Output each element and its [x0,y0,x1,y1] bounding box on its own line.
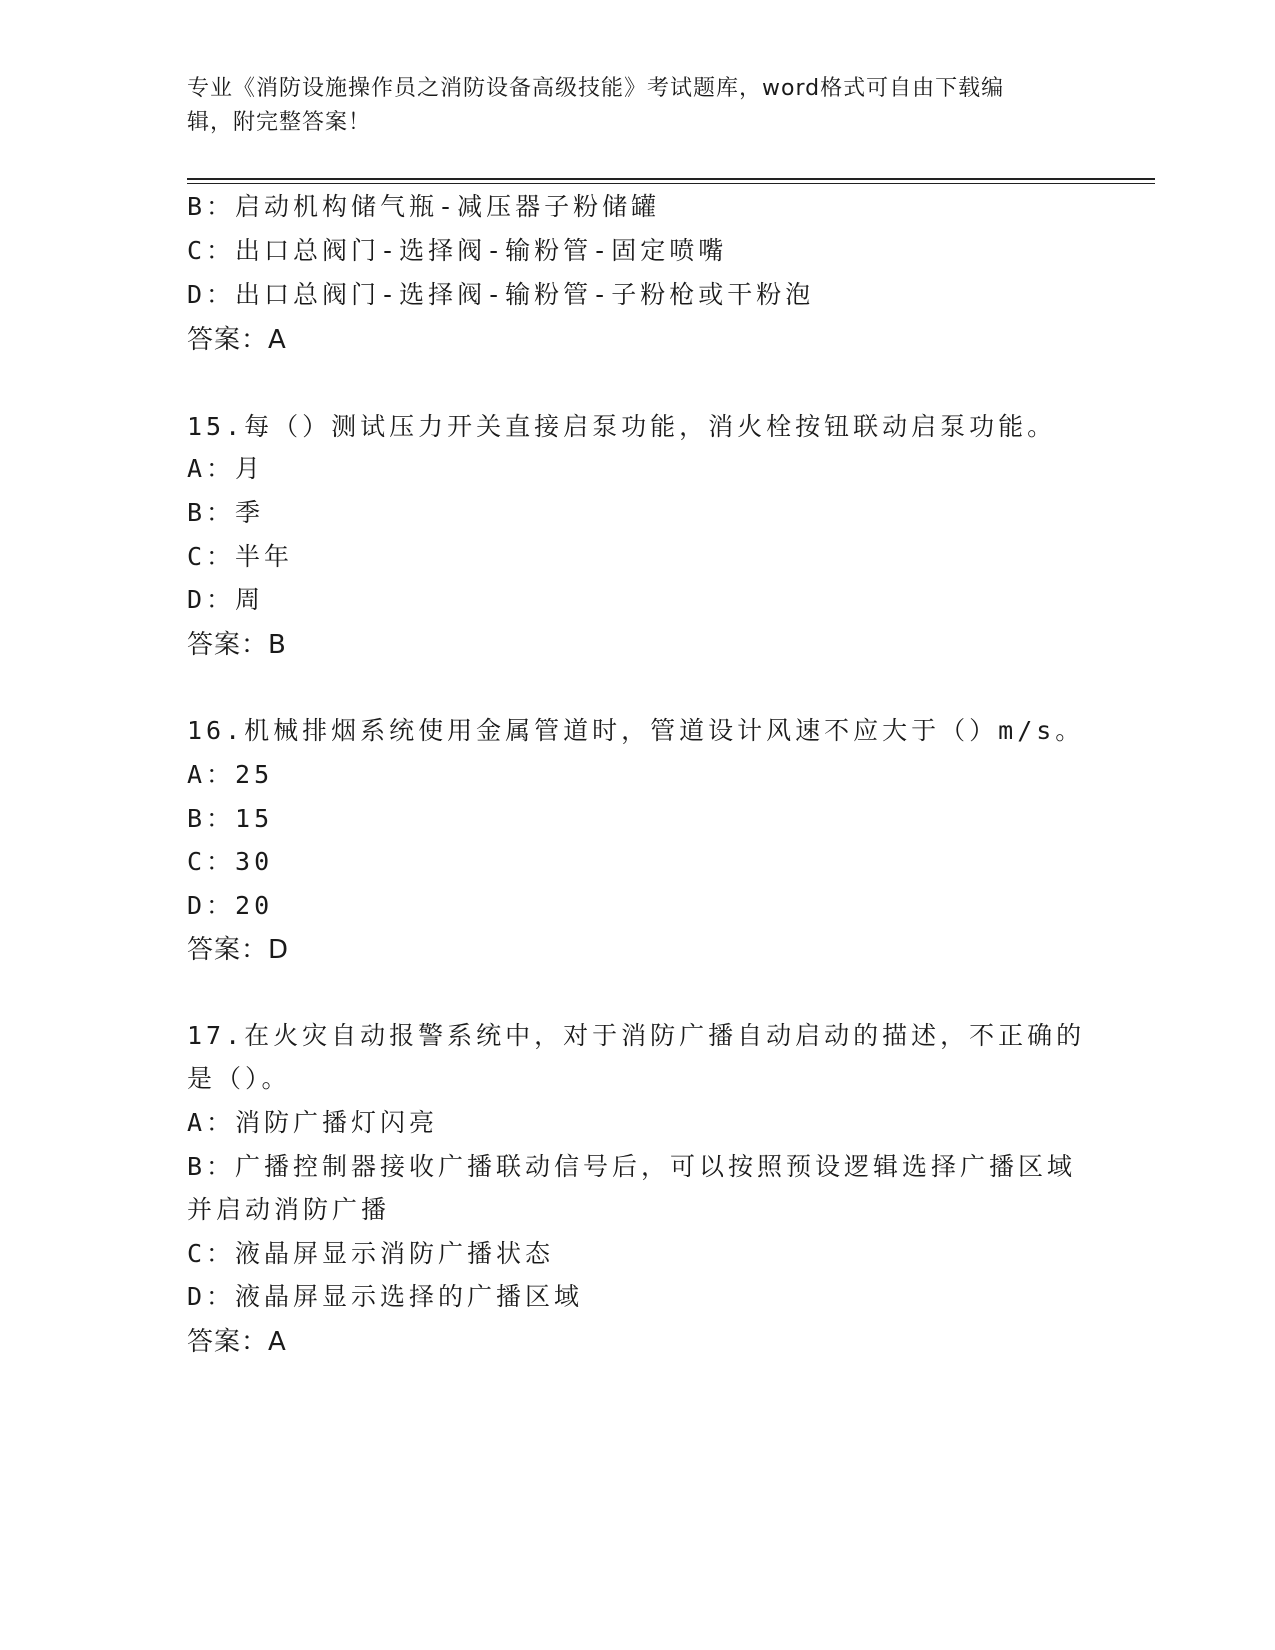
q17-option-d: D：液晶屏显示选择的广播区域 [187,1282,584,1311]
q15-answer: 答案：B [187,630,287,660]
q16-answer: 答案：D [187,935,290,965]
q17-stem-line-2: 是（）。 [187,1064,291,1093]
q14-option-b: B：启动机构储气瓶-减压器子粉储罐 [187,192,661,221]
q16-option-a: A：25 [187,760,274,789]
q17-option-b-line-1: B：广播控制器接收广播联动信号后，可以按照预设逻辑选择广播区域 [187,1152,1077,1181]
q14-option-c: C：出口总阀门-选择阀-输粉管-固定喷嘴 [187,236,728,265]
header-divider-thick [187,178,1155,180]
q15-option-b: B：季 [187,498,265,527]
q15-stem: 15.每（）测试压力开关直接启泵功能，消火栓按钮联动启泵功能。 [187,412,1057,441]
q16-option-b: B：15 [187,804,274,833]
header-divider-thin [187,183,1155,184]
q17-option-b-line-2: 并启动消防广播 [187,1195,391,1224]
q17-option-c: C：液晶屏显示消防广播状态 [187,1239,555,1268]
q15-option-a: A：月 [187,454,265,483]
q16-stem: 16.机械排烟系统使用金属管道时，管道设计风速不应大于（）m/s。 [187,716,1085,745]
q16-option-d: D：20 [187,891,274,920]
q15-option-c: C：半年 [187,542,294,571]
header-line-1: 专业《消防设施操作员之消防设备高级技能》考试题库，word格式可自由下载编 [187,76,1005,101]
q17-answer: 答案：A [187,1327,287,1357]
q14-answer: 答案：A [187,325,287,355]
q14-option-d: D：出口总阀门-选择阀-输粉管-子粉枪或干粉泡 [187,280,815,309]
header-line-2: 辑，附完整答案！ [187,110,372,135]
q15-option-d: D：周 [187,585,265,614]
q17-stem-line-1: 17.在火灾自动报警系统中，对于消防广播自动启动的描述，不正确的 [187,1021,1086,1050]
document-header [187,72,1067,140]
q16-option-c: C：30 [187,847,274,876]
q17-option-a: A：消防广播灯闪亮 [187,1108,439,1137]
